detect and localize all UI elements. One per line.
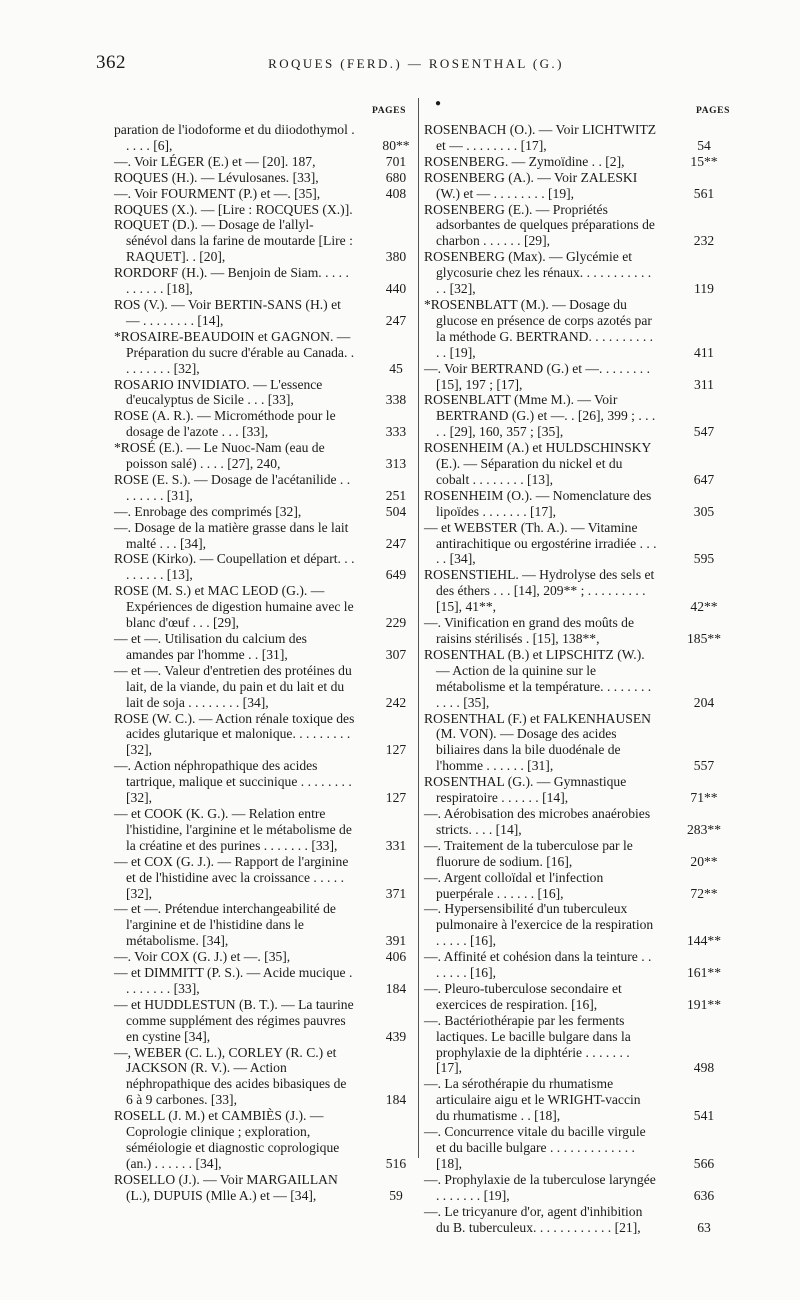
index-entry (114, 329, 425, 377)
entry-text: —. Dosage de la matière grasse dans le lait malté . . . [34], (114, 519, 349, 551)
index-entry (424, 170, 735, 202)
index-entry (114, 1172, 425, 1204)
index-entry (114, 122, 425, 154)
index-entry (424, 154, 735, 170)
index-entry (424, 122, 735, 154)
entry-text: ROSENHEIM (O.). — Nomenclature des lipoïdes . . . . . . . [17], (424, 487, 652, 519)
entry-text: —. Voir FOURMENT (P.) et —. [35], (114, 185, 321, 201)
entry-page: 680 (385, 169, 407, 185)
entry-page: 191** (687, 996, 721, 1012)
entry-text: — et DIMMITT (P. S.). — Acide mucique . . . . . . . . [33], (114, 965, 353, 996)
running-title: ROQUES (FERD.) — ROSENTHAL (G.) (268, 56, 564, 71)
entry-page: 566 (693, 1155, 715, 1171)
entry-page: 311 (694, 376, 714, 392)
index-entry (114, 377, 425, 409)
index-entry (114, 440, 425, 472)
entry-text: — et —. Prétendue interchangeabilité de l'arginine et de l'histidine dans le métabolisme. [34], (114, 901, 336, 949)
entry-text: ROQUES (H.). — Lévulosanes. [33], (114, 169, 319, 185)
entry-text: ROSE (W. C.). — Action rénale toxique des acides glutarique et malonique. . . . . . . . . [32], (114, 710, 355, 758)
entry-text: — et WEBSTER (Th. A.). — Vitamine antirachitique ou ergostérine irradiée . . . . . [34], (424, 519, 657, 567)
index-entry (114, 997, 425, 1045)
entry-page: 15** (690, 153, 718, 169)
entry-page: 333 (385, 424, 407, 440)
entry-text: *ROSENBLATT (M.). — Dosage du glucose en présence de corps azotés par la méthode G. BERTRAND. . . . . . . . . . . . [19], (424, 296, 654, 360)
index-entry (424, 392, 735, 440)
index-entry (424, 647, 735, 711)
entry-text: ROQUES (X.). — [Lire : ROCQUES (X.)]. (114, 201, 353, 217)
entry-text: — et COOK (K. G.). — Relation entre l'histidine, l'arginine et le métabolisme de la créatine et des purines . . . . . . . [33], (114, 805, 352, 853)
entry-page: 307 (385, 646, 407, 662)
index-entry (424, 1172, 735, 1204)
index-entry (114, 472, 425, 504)
index-entry (424, 440, 735, 488)
index-entry (424, 520, 735, 568)
pages-column-header: PAGES (696, 106, 730, 116)
entry-page: 561 (693, 185, 715, 201)
entry-page: 557 (693, 758, 715, 774)
index-entry (424, 774, 735, 806)
index-entry (424, 615, 735, 647)
entry-page: 408 (385, 185, 407, 201)
entry-page: 595 (693, 551, 715, 567)
entry-text: — et COX (G. J.). — Rapport de l'arginine et de l'histidine avec la croissance . . . . . [32], (114, 853, 349, 901)
entry-text: ROSENBACH (O.). — Voir LICHTWITZ et — . . . . . . . . [17], (424, 122, 657, 153)
entry-page: 80** (382, 137, 410, 153)
entry-text: —. Voir COX (G. J.) et —. [35], (114, 949, 291, 965)
index-entry (114, 631, 425, 663)
entry-text: ROSARIO INVIDIATO. — L'essence d'eucalyptus de Sicile . . . [33], (114, 376, 323, 408)
entry-page: 42** (690, 599, 718, 615)
index-entry (114, 520, 425, 552)
index-entry (424, 297, 735, 361)
index-entry (424, 838, 735, 870)
entry-text: — et HUDDLESTUN (B. T.). — La taurine comme supplément des régimes pauvres en cystine [34], (114, 996, 354, 1044)
entry-text: —. Traitement de la tuberculose par le fluorure de sodium. [16], (424, 837, 633, 869)
entry-page: 649 (385, 567, 407, 583)
entry-text: —. Pleuro-tuberculose secondaire et exercices de respiration. [16], (424, 980, 622, 1012)
entry-text: —. Hypersensibilité d'un tuberculeux pulmonaire à l'exercice de la respiration . . . . . [16], (424, 901, 654, 949)
entry-text: ROQUET (D.). — Dosage de l'allyl-sénévol dans la farine de moutarde [Lire : RAQUET]. . [20], (114, 217, 353, 265)
entry-text: ROSENTHAL (B.) et LIPSCHITZ (W.). — Action de la quinine sur le métabolisme et la température. . . . . . . . . . . . [35], (424, 646, 652, 710)
entry-page: 20** (690, 853, 718, 869)
entry-page: 247 (385, 312, 407, 328)
entry-text: ROSELLO (J.). — Voir MARGAILLAN (L.), DUPUIS (Mlle A.) et — [34], (114, 1171, 338, 1203)
index-entry (114, 663, 425, 711)
entry-text: *ROSAIRE-BEAUDOIN et GAGNON. — Préparation du sucre d'érable au Canada. . . . . . . . . [32], (114, 328, 355, 376)
entry-page: 371 (385, 885, 407, 901)
index-entry (424, 1013, 735, 1077)
index-entry (114, 1108, 425, 1172)
entry-page: 498 (693, 1060, 715, 1076)
entry-page: 283** (687, 821, 721, 837)
index-entry (114, 154, 425, 170)
entry-page: 647 (693, 471, 715, 487)
entry-text: *ROSÉ (E.). — Le Nuoc-Nam (eau de poisson salé) . . . . [27], 240, (114, 440, 325, 472)
entry-page: 127 (385, 742, 407, 758)
index-entry (114, 949, 425, 965)
entry-page: 204 (693, 694, 715, 710)
entry-text: —. Aérobisation des microbes anaérobies stricts. . . . [14], (424, 805, 651, 837)
index-entry (114, 217, 425, 265)
index-entry (114, 265, 425, 297)
entry-page: 541 (693, 1108, 715, 1124)
entry-text: ROS (V.). — Voir BERTIN-SANS (H.) et — . . . . . . . . [14], (114, 296, 341, 328)
entry-text: ROSENBERG (Max). — Glycémie et glycosurie chez les rénaux. . . . . . . . . . . . . [32], (424, 249, 652, 297)
index-entry (424, 981, 735, 1013)
index-entry (114, 170, 425, 186)
right-entries (424, 122, 735, 1235)
entry-text: ROSENSTIEHL. — Hydrolyse des sels et des éthers . . . [14], 209** ; . . . . . . . . . [15], 41**, (424, 567, 655, 615)
entry-text: —. Prophylaxie de la tuberculose laryngée . . . . . . . [19], (424, 1171, 656, 1203)
entry-page: 119 (694, 281, 714, 297)
index-entry (424, 870, 735, 902)
entry-page: 636 (693, 1187, 715, 1203)
index-entry (114, 186, 425, 202)
page-header (96, 52, 736, 76)
entry-text: ROSENTHAL (F.) et FALKENHAUSEN (M. VON). — Dosage des acides biliaires dans la bile duodénale de l'homme . . . . . . [31], (424, 710, 651, 774)
entry-page: 232 (693, 233, 715, 249)
entry-text: —. Voir LÉGER (E.) et — [20]. 187, (114, 153, 316, 169)
index-entry (424, 249, 735, 297)
entry-text: —, WEBER (C. L.), CORLEY (R. C.) et JACKSON (R. V.). — Action néphropathique des acides bibasiques de 6 à 9 carbones. [33], (114, 1044, 347, 1108)
index-entry (424, 488, 735, 520)
entry-text: ROSE (E. S.). — Dosage de l'acétanilide . . . . . . . . [31], (114, 471, 351, 503)
index-entry (424, 567, 735, 615)
entry-page: 72** (690, 885, 718, 901)
index-entry (424, 806, 735, 838)
entry-page: 251 (385, 487, 407, 503)
entry-page: 242 (385, 694, 407, 710)
index-entry (114, 854, 425, 902)
entry-page: 331 (385, 837, 407, 853)
page-number: 362 (96, 52, 126, 73)
entry-text: ROSELL (J. M.) et CAMBIÈS (J.). — Coprologie clinique ; exploration, séméiologie et diagnostic coprologique (an.) . . . . . . [34], (114, 1108, 340, 1171)
pages-column-header: PAGES (372, 106, 406, 116)
entry-text: —. Voir BERTRAND (G.) et —. . . . . . . . [15], 197 ; [17], (424, 360, 650, 392)
entry-text: ROSENTHAL (G.). — Gymnastique respiratoire . . . . . . [14], (424, 774, 627, 806)
index-entry (114, 408, 425, 440)
entry-text: ROSE (M. S.) et MAC LEOD (G.). — Expériences de digestion humaine avec le blanc d'œuf . . . [29], (114, 583, 354, 631)
entry-text: ROSENBERG. — Zymoïdine . . [2], (424, 153, 625, 169)
bullet-mark: ● (435, 98, 442, 109)
entry-page: 439 (385, 1028, 407, 1044)
left-entries (114, 122, 425, 1204)
entry-page: 127 (385, 790, 407, 806)
entry-text: —. Affinité et cohésion dans la teinture . . . . . . . [16], (424, 949, 652, 981)
entry-page: 701 (385, 153, 407, 169)
entry-page: 380 (385, 249, 407, 265)
entry-page: 161** (687, 965, 721, 981)
entry-page: 144** (687, 933, 721, 949)
entry-text: —. Vinification en grand des moûts de raisins stérilisés . [15], 138**, (424, 615, 634, 646)
entry-text: —. Enrobage des comprimés [32], (114, 503, 302, 519)
entry-text: ROSENBERG (E.). — Propriétés adsorbantes de quelques préparations de charbon . . . . . . [29], (424, 201, 655, 249)
index-entry (424, 949, 735, 981)
entry-page: 247 (385, 535, 407, 551)
entry-text: RORDORF (H.). — Benjoin de Siam. . . . . . . . . . . [18], (114, 265, 349, 297)
index-entry (114, 1045, 425, 1109)
entry-page: 411 (694, 344, 714, 360)
index-entry (114, 297, 425, 329)
index-entry (114, 758, 425, 806)
entry-text: —. Action néphropathique des acides tartrique, malique et succinique . . . . . . . . [32], (114, 758, 352, 806)
entry-page: 54 (697, 137, 711, 153)
index-entry (424, 1124, 735, 1172)
entry-text: — et —. Valeur d'entretien des protéines du lait, de la viande, du pain et du lait et du lait de soja . . . . . . . . [34], (114, 662, 352, 710)
entry-text: —. La sérothérapie du rhumatisme articulaire aigu et le WRIGHT-vaccin du rhumatisme . . [18], (424, 1076, 641, 1124)
index-entry (114, 202, 425, 218)
entry-text: —. Concurrence vitale du bacille virgule et du bacille bulgare . . . . . . . . . . . . . [18], (424, 1124, 646, 1171)
entry-page: 406 (385, 949, 407, 965)
entry-page: 338 (385, 392, 407, 408)
index-entry (114, 583, 425, 631)
entry-text: —. Argent colloïdal et l'infection puerpérale . . . . . . [16], (424, 869, 604, 901)
index-entry (114, 901, 425, 949)
entry-text: —. Le tricyanure d'or, agent d'inhibition du B. tuberculeux. . . . . . . . . . . . [21], (424, 1203, 643, 1235)
index-entry (424, 711, 735, 775)
entry-text: —. Bactériothérapie par les ferments lactiques. Le bacille bulgare dans la prophylaxie de la diphtérie . . . . . . . [17], (424, 1012, 631, 1076)
entry-page: 184 (385, 980, 407, 996)
entry-text: paration de l'iodoforme et du diiodothymol . . . . . [6], (114, 122, 355, 153)
entry-text: ROSE (A. R.). — Microméthode pour le dosage de l'azote . . . [33], (114, 408, 336, 440)
entry-page: 391 (385, 933, 407, 949)
entry-text: ROSENBERG (A.). — Voir ZALESKI (W.) et — . . . . . . . . [19], (424, 169, 638, 201)
index-entry (424, 901, 735, 949)
entry-page: 45 (389, 360, 403, 376)
entry-text: ROSENBLATT (Mme M.). — Voir BERTRAND (G.) et —. . [26], 399 ; . . . . . [29], 160, 357 ; [35], (424, 392, 656, 440)
entry-text: ROSE (Kirko). — Coupellation et départ. . . . . . . . . [13], (114, 551, 355, 583)
index-entry (114, 806, 425, 854)
entry-page: 504 (385, 503, 407, 519)
entry-page: 313 (385, 456, 407, 472)
entry-page: 516 (385, 1155, 407, 1171)
entry-page: 185** (687, 631, 721, 646)
index-entry (424, 1076, 735, 1124)
index-entry (114, 965, 425, 997)
entry-page: 59 (389, 1187, 403, 1203)
entry-text: ROSENHEIM (A.) et HULDSCHINSKY (E.). — Séparation du nickel et du cobalt . . . . . . . . [13], (424, 440, 651, 487)
entry-page: 184 (385, 1092, 407, 1108)
index-entry (424, 1204, 735, 1236)
entry-page: 305 (693, 503, 715, 519)
index-entry (114, 711, 425, 759)
entry-page: 63 (697, 1219, 711, 1235)
entry-page: 547 (693, 424, 715, 440)
entry-page: 229 (385, 615, 407, 631)
entry-page: 440 (385, 281, 407, 297)
entry-text: — et —. Utilisation du calcium des amandes par l'homme . . [31], (114, 631, 307, 662)
index-entry (424, 361, 735, 393)
index-entry (424, 202, 735, 250)
index-entry (114, 551, 425, 583)
index-entry (114, 504, 425, 520)
entry-page: 71** (690, 790, 718, 806)
